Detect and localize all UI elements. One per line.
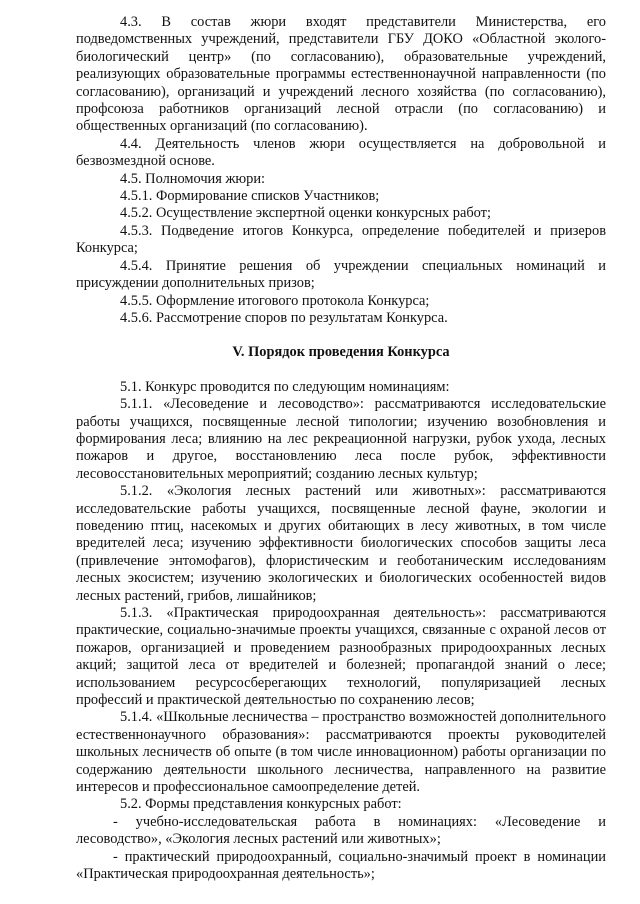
- document-body: [76, 14, 606, 884]
- section-v-heading: V. Порядок проведения Конкурса: [232, 344, 450, 361]
- paragraph-4-4: 4.4. Деятельность членов жюри осуществляется на добровольной и безвозмездной основе.: [76, 135, 606, 170]
- paragraph-4-5-3: 4.5.3. Подведение итогов Конкурса, определение победителей и призеров Конкурса;: [76, 222, 606, 257]
- list-item-form-project: - практический природоохранный, социально-значимый проект в номинации «Практическая природоохранная деятельность»;: [76, 848, 606, 883]
- paragraph-4-5-1: 4.5.1. Формирование списков Участников;: [120, 188, 380, 205]
- paragraph-4-5-2: 4.5.2. Осуществление экспертной оценки конкурсных работ;: [120, 205, 491, 222]
- paragraph-4-5-4: 4.5.4. Принятие решения об учреждении специальных номинаций и присуждении дополнительных призов;: [76, 257, 606, 292]
- paragraph-4-5-6: 4.5.6. Рассмотрение споров по результатам Конкурса.: [120, 309, 448, 326]
- paragraph-4-5: 4.5. Полномочия жюри:: [120, 170, 266, 187]
- paragraph-5-2: 5.2. Формы представления конкурсных работ:: [120, 796, 402, 813]
- paragraph-5-1: 5.1. Конкурс проводится по следующим номинациям:: [120, 378, 450, 395]
- paragraph-5-1-1: 5.1.1. «Лесоведение и лесоводство»: рассматриваются исследовательские работы учащихся, посвященные лесной типологии; изучению возобновления и формирования леса; влиянию на лес рекреационной нагрузки, рубок ухода, лесных пожаров и другое, восстановлению леса после рубок, эффективности лесовосстановительных мероприятий; созданию лесных культур;: [76, 396, 606, 482]
- paragraph-5-1-2: 5.1.2. «Экология лесных растений или животных»: рассматриваются исследовательские работы учащихся, посвященные лесной фауне, экологии и поведению птиц, насекомых и других обитающих в лесу животных, в том числе вредителей леса; изучению эффективности биологических способов защиты леса (привлечение энтомофагов), флористическим и геоботаническим исследованиям лесных экосистем; изучению экологических и биологических особенностей видов лесных растений, грибов, лишайников;: [76, 483, 606, 604]
- paragraph-5-1-4: 5.1.4. «Школьные лесничества – пространство возможностей дополнительного естественнонаучного образования»: рассматриваются проекты руководителей школьных лесничеств об опыте (в том числе инновационном) работы организации по содержанию деятельности школьного лесничества, направленного на развитие интересов и профессиональное самоопределение детей.: [76, 709, 606, 796]
- list-item-form-research: - учебно-исследовательская работа в номинациях: «Лесоведение и лесоводство», «Экология лесных растений или животных»;: [76, 813, 606, 848]
- paragraph-5-1-3: 5.1.3. «Практическая природоохранная деятельность»: рассматриваются практические, социально-значимые проекты учащихся, связанные с охраной лесов от пожаров, организацией и проведением разнообразных природоохранных лесных акций; защитой леса от вредителей и болезней; пропагандой знаний о лесе; использованием ресурсосберегающих технологий, популяризацией лесных профессий и практической деятельностью по сохранению лесов;: [76, 605, 606, 709]
- paragraph-4-5-5: 4.5.5. Оформление итогового протокола Конкурса;: [120, 292, 430, 309]
- paragraph-4-3: 4.3. В состав жюри входят представители Министерства, его подведомственных учреждений, представители ГБУ ДОКО «Областной эколого-биологический центр» (по согласованию), образовательные учреждений, реализующих образовательные программы естественнонаучной направленности (по согласованию), организаций и учреждений лесного хозяйства (по согласованию), профсоюза работников организаций лесной отрасли (по согласованию) и общественных организаций (по согласованию).: [76, 14, 606, 135]
